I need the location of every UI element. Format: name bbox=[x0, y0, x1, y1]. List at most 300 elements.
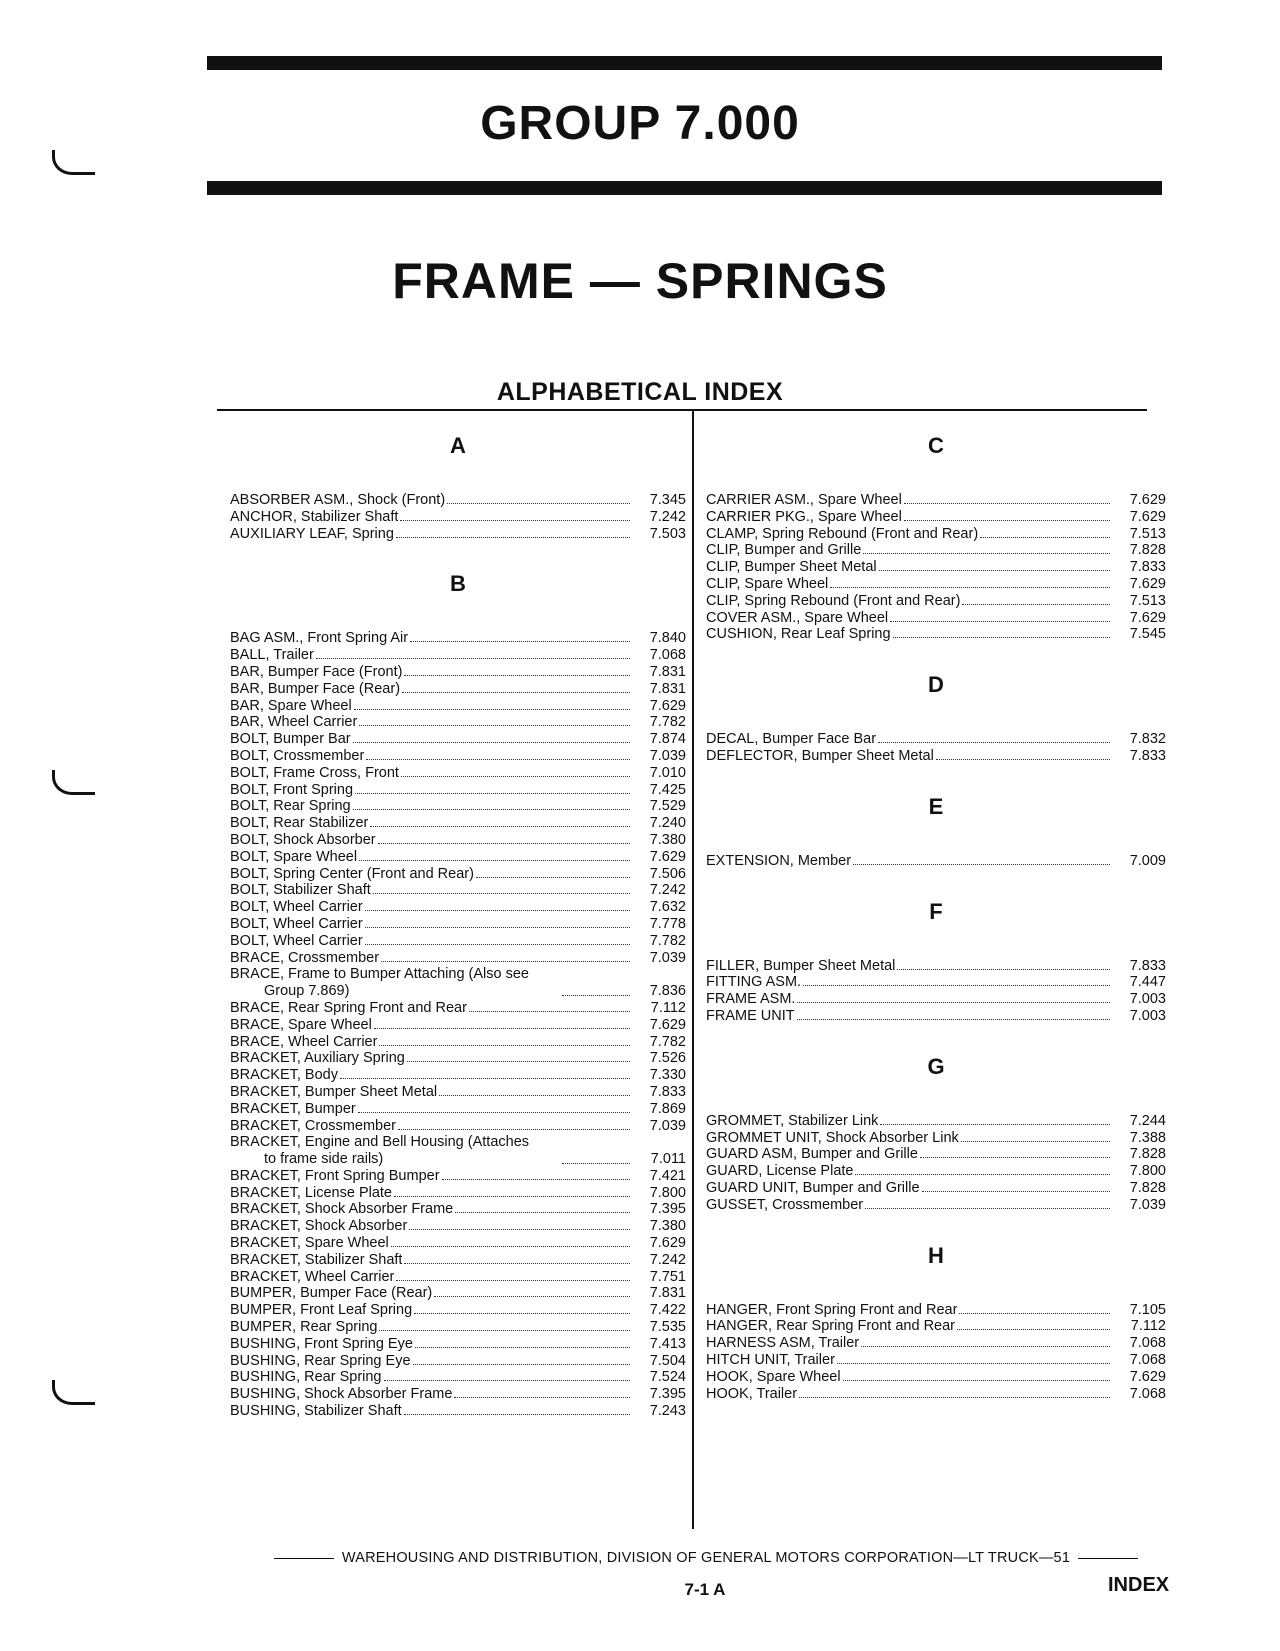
index-entry bbox=[230, 731, 686, 748]
entry-label-line2: to frame side rails) bbox=[264, 1151, 384, 1168]
entry-label: BOLT, Spring Center (Front and Rear) bbox=[230, 865, 474, 882]
entry-group-number: 7.330 bbox=[649, 1067, 686, 1084]
entry-group-number: 7.039 bbox=[649, 949, 686, 966]
entry-label: BOLT, Crossmember bbox=[230, 747, 365, 764]
entry-label: HOOK, Spare Wheel bbox=[706, 1368, 841, 1385]
entry-group-number: 7.778 bbox=[649, 915, 686, 932]
entry-group-number: 7.068 bbox=[649, 647, 686, 664]
leader-dots bbox=[378, 843, 630, 844]
binder-hole-mark bbox=[52, 150, 95, 175]
entry-group-number: 7.068 bbox=[1129, 1385, 1166, 1402]
entry-group-number: 7.545 bbox=[1129, 626, 1166, 643]
column-divider bbox=[692, 411, 694, 1529]
index-entry bbox=[230, 1285, 686, 1302]
entry-label: BRACE, Wheel Carrier bbox=[230, 1033, 378, 1050]
leader-dots bbox=[394, 1196, 630, 1197]
leader-dots bbox=[439, 1095, 630, 1096]
entry-label: BOLT, Spare Wheel bbox=[230, 848, 358, 865]
entry-group-number: 7.629 bbox=[649, 697, 686, 714]
leader-dots bbox=[409, 1229, 630, 1230]
index-entry bbox=[230, 748, 686, 765]
leader-dots bbox=[803, 985, 1110, 986]
entry-label: BUMPER, Front Leaf Spring bbox=[230, 1302, 413, 1319]
leader-dots bbox=[476, 877, 630, 878]
leader-dots bbox=[562, 995, 630, 996]
entry-label: BRACKET, Spare Wheel bbox=[230, 1235, 389, 1252]
index-entry bbox=[230, 1017, 686, 1034]
index-column-right bbox=[706, 432, 1166, 1430]
entry-group-number: 7.629 bbox=[649, 1016, 686, 1033]
index-entry bbox=[706, 1008, 1166, 1025]
index-entry bbox=[230, 1201, 686, 1218]
index-entry bbox=[706, 542, 1166, 559]
leader-dots bbox=[562, 1163, 630, 1164]
entry-label: FRAME UNIT bbox=[706, 1007, 795, 1024]
index-entry bbox=[230, 782, 686, 799]
index-entry bbox=[706, 1146, 1166, 1163]
leader-dots bbox=[398, 1129, 630, 1130]
entry-label: BAR, Spare Wheel bbox=[230, 697, 352, 714]
leader-dots bbox=[379, 1330, 630, 1331]
entry-group-number: 7.629 bbox=[1129, 508, 1166, 525]
entry-label: CLIP, Spare Wheel bbox=[706, 575, 829, 592]
entry-label: BRACKET, Stabilizer Shaft bbox=[230, 1251, 403, 1268]
index-entry bbox=[706, 559, 1166, 576]
entry-group-number: 7.425 bbox=[649, 781, 686, 798]
section-letter: F bbox=[929, 898, 943, 924]
index-entry bbox=[706, 593, 1166, 610]
entry-group-number: 7.009 bbox=[1129, 852, 1166, 869]
leader-dots bbox=[879, 570, 1110, 571]
entry-label-line1: BRACE, Frame to Bumper Attaching (Also see bbox=[230, 966, 529, 983]
index-rule bbox=[217, 409, 1147, 411]
leader-dots bbox=[353, 742, 630, 743]
leader-dots bbox=[865, 1208, 1110, 1209]
entry-group-number: 7.833 bbox=[1129, 559, 1166, 576]
entry-label: BUMPER, Bumper Face (Rear) bbox=[230, 1285, 433, 1302]
entry-group-number: 7.828 bbox=[1129, 542, 1166, 559]
section-letter: D bbox=[928, 672, 944, 698]
entry-group-number: 7.831 bbox=[649, 663, 686, 680]
index-entry bbox=[230, 492, 686, 509]
entry-group-number: 7.782 bbox=[649, 1033, 686, 1050]
index-entry bbox=[230, 1067, 686, 1084]
index-section bbox=[230, 432, 686, 542]
entry-group-number: 7.833 bbox=[1129, 747, 1166, 764]
leader-dots bbox=[402, 692, 630, 693]
index-entry bbox=[706, 1352, 1166, 1369]
index-section bbox=[706, 793, 1166, 870]
leader-dots bbox=[980, 537, 1110, 538]
leader-dots bbox=[404, 675, 630, 676]
entry-group-number: 7.003 bbox=[1129, 991, 1166, 1008]
entry-group-number: 7.831 bbox=[649, 1285, 686, 1302]
index-entry bbox=[230, 899, 686, 916]
leader-dots bbox=[861, 1346, 1110, 1347]
group-title: GROUP 7.000 bbox=[480, 97, 800, 150]
footer bbox=[246, 1550, 1166, 1566]
entry-label: CARRIER ASM., Spare Wheel bbox=[706, 492, 902, 508]
leader-dots bbox=[366, 759, 630, 760]
entry-group-number: 7.003 bbox=[1129, 1007, 1166, 1024]
leader-dots bbox=[853, 864, 1110, 865]
entry-group-number: 7.629 bbox=[1129, 609, 1166, 626]
index-entry bbox=[230, 1319, 686, 1336]
index-section bbox=[706, 432, 1166, 643]
index-entry bbox=[230, 866, 686, 883]
index-entry bbox=[706, 731, 1166, 748]
leader-dots bbox=[354, 709, 630, 710]
leader-dots bbox=[316, 658, 630, 659]
leader-dots bbox=[379, 1045, 630, 1046]
entry-group-number: 7.039 bbox=[649, 747, 686, 764]
leader-dots bbox=[365, 910, 630, 911]
index-entry bbox=[230, 832, 686, 849]
entry-group-number: 7.112 bbox=[1130, 1318, 1166, 1335]
index-entry bbox=[706, 1197, 1166, 1214]
entry-group-number: 7.629 bbox=[1129, 575, 1166, 592]
entry-group-number: 7.629 bbox=[1129, 1368, 1166, 1385]
index-entry bbox=[706, 853, 1166, 870]
index-entry bbox=[230, 1336, 686, 1353]
index-entry bbox=[230, 1000, 686, 1017]
index-entry bbox=[706, 991, 1166, 1008]
index-entry bbox=[230, 698, 686, 715]
index-entry bbox=[230, 916, 686, 933]
entry-group-number: 7.242 bbox=[649, 882, 686, 899]
footer-text: WAREHOUSING AND DISTRIBUTION, DIVISION OF GENERAL MOTORS CORPORATION—LT TRUCK—51 bbox=[341, 1550, 1071, 1566]
entry-group-number: 7.380 bbox=[649, 1218, 686, 1235]
entry-group-number: 7.447 bbox=[1129, 974, 1166, 991]
index-tag: INDEX bbox=[1108, 1574, 1170, 1596]
entry-label: CARRIER PKG., Spare Wheel bbox=[706, 508, 902, 525]
entry-label: BRACKET, Shock Absorber Frame bbox=[230, 1201, 454, 1218]
index-entry bbox=[706, 1302, 1166, 1319]
entry-group-number: 7.240 bbox=[649, 815, 686, 832]
footer-dash-left bbox=[274, 1558, 334, 1559]
top-heavy-rule bbox=[207, 56, 1162, 70]
leader-dots bbox=[447, 503, 630, 504]
entry-label: BRACKET, Bumper bbox=[230, 1100, 356, 1117]
leader-dots bbox=[359, 725, 630, 726]
entry-label: AUXILIARY LEAF, Spring bbox=[230, 525, 394, 542]
entry-label-line2: Group 7.869) bbox=[264, 983, 350, 1000]
section-letter: E bbox=[928, 793, 944, 819]
entry-label: BOLT, Wheel Carrier bbox=[230, 915, 363, 932]
entry-group-number: 7.840 bbox=[649, 630, 686, 647]
entry-label: BOLT, Rear Spring bbox=[230, 798, 351, 815]
leader-dots bbox=[384, 1380, 631, 1381]
leader-dots bbox=[365, 927, 630, 928]
leader-dots bbox=[355, 793, 630, 794]
index-entry bbox=[230, 933, 686, 950]
leader-dots bbox=[830, 587, 1110, 588]
index-section bbox=[706, 671, 1166, 765]
leader-dots bbox=[381, 961, 630, 962]
entry-group-number: 7.629 bbox=[649, 848, 686, 865]
entry-label: BRACKET, Shock Absorber bbox=[230, 1218, 408, 1235]
entry-group-number: 7.242 bbox=[649, 508, 686, 525]
leader-dots bbox=[962, 604, 1110, 605]
entry-label: GUARD UNIT, Bumper and Grille bbox=[706, 1179, 920, 1196]
entry-label: BRACE, Rear Spring Front and Rear bbox=[230, 999, 467, 1016]
leader-dots bbox=[353, 809, 630, 810]
index-entry bbox=[706, 974, 1166, 991]
entry-group-number: 7.831 bbox=[649, 680, 686, 697]
entry-group-number: 7.388 bbox=[1129, 1129, 1166, 1146]
leader-dots bbox=[413, 1364, 630, 1365]
index-entry bbox=[230, 1168, 686, 1185]
entry-label: HITCH UNIT, Trailer bbox=[706, 1351, 835, 1368]
section-letter: B bbox=[450, 571, 466, 597]
entry-group-number: 7.629 bbox=[649, 1235, 686, 1252]
leader-dots bbox=[442, 1179, 630, 1180]
entry-label: ANCHOR, Stabilizer Shaft bbox=[230, 508, 399, 525]
leader-dots bbox=[959, 1313, 1110, 1314]
entry-group-number: 7.068 bbox=[1129, 1351, 1166, 1368]
entry-group-number: 7.395 bbox=[649, 1386, 686, 1403]
index-entry bbox=[230, 849, 686, 866]
index-column-left bbox=[230, 432, 686, 1448]
index-entry bbox=[706, 1163, 1166, 1180]
entry-label: GUARD, License Plate bbox=[706, 1163, 854, 1180]
entry-group-number: 7.874 bbox=[649, 731, 686, 748]
leader-dots bbox=[904, 503, 1110, 504]
entry-label-line1: BRACKET, Engine and Bell Housing (Attaches bbox=[230, 1134, 530, 1151]
entry-label: DECAL, Bumper Face Bar bbox=[706, 731, 877, 748]
index-entry bbox=[230, 1252, 686, 1269]
index-entry bbox=[230, 681, 686, 698]
entry-group-number: 7.836 bbox=[649, 983, 686, 1000]
entry-label: HANGER, Rear Spring Front and Rear bbox=[706, 1318, 956, 1335]
leader-dots bbox=[434, 1296, 630, 1297]
entry-label: ABSORBER ASM., Shock (Front) bbox=[230, 492, 446, 508]
index-entry bbox=[706, 1386, 1166, 1403]
entry-label: BAR, Wheel Carrier bbox=[230, 714, 358, 731]
leader-dots bbox=[961, 1141, 1110, 1142]
entry-label: BAG ASM., Front Spring Air bbox=[230, 630, 409, 647]
entry-group-number: 7.529 bbox=[649, 798, 686, 815]
index-entry bbox=[230, 509, 686, 526]
entry-group-number: 7.011 bbox=[650, 1151, 686, 1168]
entry-label: BOLT, Front Spring bbox=[230, 781, 354, 798]
entry-label: BOLT, Bumper Bar bbox=[230, 731, 351, 748]
entry-group-number: 7.506 bbox=[649, 865, 686, 882]
leader-dots bbox=[401, 776, 630, 777]
index-entry bbox=[230, 1185, 686, 1202]
entry-label: EXTENSION, Member bbox=[706, 852, 852, 869]
entry-group-number: 7.244 bbox=[1129, 1112, 1166, 1129]
leader-dots bbox=[855, 1174, 1110, 1175]
entry-label bbox=[230, 966, 560, 1000]
index-entry bbox=[230, 664, 686, 681]
leader-dots bbox=[920, 1157, 1110, 1158]
index-entry bbox=[230, 1134, 686, 1168]
leader-dots bbox=[843, 1380, 1110, 1381]
entry-label: BUSHING, Front Spring Eye bbox=[230, 1335, 413, 1352]
entry-label: GROMMET, Stabilizer Link bbox=[706, 1112, 879, 1129]
entry-label: BRACKET, Body bbox=[230, 1067, 338, 1084]
index-entry bbox=[230, 1084, 686, 1101]
leader-dots bbox=[404, 1263, 630, 1264]
leader-dots bbox=[391, 1246, 630, 1247]
index-entry bbox=[706, 492, 1166, 509]
entry-label: BRACKET, Wheel Carrier bbox=[230, 1268, 395, 1285]
entry-group-number: 7.422 bbox=[649, 1302, 686, 1319]
leader-dots bbox=[890, 621, 1110, 622]
index-entry bbox=[230, 714, 686, 731]
leader-dots bbox=[407, 1061, 630, 1062]
index-entry bbox=[230, 1050, 686, 1067]
leader-dots bbox=[396, 537, 630, 538]
index-entry bbox=[706, 958, 1166, 975]
index-entry bbox=[230, 815, 686, 832]
leader-dots bbox=[454, 1397, 630, 1398]
entry-label: GUARD ASM, Bumper and Grille bbox=[706, 1146, 918, 1163]
entry-label: BUSHING, Shock Absorber Frame bbox=[230, 1386, 453, 1403]
index-entry bbox=[706, 509, 1166, 526]
index-entry bbox=[230, 630, 686, 647]
index-entry bbox=[230, 1218, 686, 1235]
entry-group-number: 7.413 bbox=[649, 1335, 686, 1352]
entry-group-number: 7.535 bbox=[649, 1319, 686, 1336]
section-letter: C bbox=[928, 433, 944, 458]
entry-group-number: 7.068 bbox=[1129, 1335, 1166, 1352]
entry-group-number: 7.421 bbox=[649, 1167, 686, 1184]
entry-label: COVER ASM., Spare Wheel bbox=[706, 609, 889, 626]
leader-dots bbox=[897, 969, 1110, 970]
index-entry bbox=[230, 1034, 686, 1051]
index-entry bbox=[230, 1269, 686, 1286]
entry-group-number: 7.833 bbox=[1129, 957, 1166, 974]
leader-dots bbox=[469, 1011, 630, 1012]
index-entry bbox=[230, 966, 686, 1000]
entry-label: BALL, Trailer bbox=[230, 647, 314, 664]
entry-label: HOOK, Trailer bbox=[706, 1385, 798, 1402]
entry-label: BRACKET, Crossmember bbox=[230, 1117, 396, 1134]
entry-group-number: 7.395 bbox=[649, 1201, 686, 1218]
entry-label: DEFLECTOR, Bumper Sheet Metal bbox=[706, 747, 934, 764]
index-entry bbox=[230, 765, 686, 782]
leader-dots bbox=[893, 637, 1110, 638]
leader-dots bbox=[365, 944, 630, 945]
entry-group-number: 7.105 bbox=[1129, 1301, 1166, 1318]
entry-label: BRACE, Crossmember bbox=[230, 949, 380, 966]
entry-label: HANGER, Front Spring Front and Rear bbox=[706, 1301, 958, 1318]
leader-dots bbox=[373, 893, 630, 894]
leader-dots bbox=[799, 1397, 1110, 1398]
entry-label: BRACE, Spare Wheel bbox=[230, 1016, 372, 1033]
index-section bbox=[706, 1242, 1166, 1403]
entry-group-number: 7.800 bbox=[1129, 1163, 1166, 1180]
leader-dots bbox=[404, 1414, 630, 1415]
leader-dots bbox=[415, 1347, 630, 1348]
entry-group-number: 7.869 bbox=[649, 1100, 686, 1117]
entry-group-number: 7.380 bbox=[649, 831, 686, 848]
entry-label: HARNESS ASM, Trailer bbox=[706, 1335, 860, 1352]
index-entry bbox=[706, 576, 1166, 593]
binder-hole-mark bbox=[52, 1380, 95, 1405]
entry-group-number: 7.782 bbox=[649, 714, 686, 731]
section-letter: G bbox=[927, 1053, 945, 1079]
entry-label: BOLT, Shock Absorber bbox=[230, 831, 376, 848]
index-entry bbox=[230, 1369, 686, 1386]
index-entry bbox=[706, 1130, 1166, 1147]
leader-dots bbox=[797, 1002, 1110, 1003]
index-entry bbox=[706, 1113, 1166, 1130]
entry-group-number: 7.112 bbox=[650, 999, 686, 1016]
leader-dots bbox=[922, 1191, 1110, 1192]
leader-dots bbox=[359, 860, 630, 861]
index-entry bbox=[706, 610, 1166, 627]
entry-group-number: 7.513 bbox=[1129, 592, 1166, 609]
index-entry bbox=[230, 1302, 686, 1319]
index-entry bbox=[230, 1235, 686, 1252]
leader-dots bbox=[904, 520, 1110, 521]
index-entry bbox=[706, 748, 1166, 765]
index-entry bbox=[706, 1180, 1166, 1197]
index-entry bbox=[230, 526, 686, 543]
entry-label: BUSHING, Rear Spring Eye bbox=[230, 1352, 411, 1369]
leader-dots bbox=[837, 1363, 1110, 1364]
entry-label: BOLT, Wheel Carrier bbox=[230, 932, 363, 949]
index-entry bbox=[230, 798, 686, 815]
index-entry bbox=[706, 1369, 1166, 1386]
leader-dots bbox=[340, 1078, 630, 1079]
entry-group-number: 7.039 bbox=[649, 1117, 686, 1134]
entry-label: BOLT, Frame Cross, Front bbox=[230, 764, 399, 781]
entry-label: BOLT, Rear Stabilizer bbox=[230, 815, 369, 832]
binder-hole-mark bbox=[52, 770, 95, 795]
index-entry bbox=[230, 1386, 686, 1403]
entry-label bbox=[230, 1134, 560, 1168]
entry-label: CLIP, Spring Rebound (Front and Rear) bbox=[706, 592, 961, 609]
index-section bbox=[706, 1053, 1166, 1214]
index-entry bbox=[230, 647, 686, 664]
leader-dots bbox=[358, 1112, 630, 1113]
leader-dots bbox=[396, 1280, 630, 1281]
entry-group-number: 7.832 bbox=[1129, 731, 1166, 748]
index-entry bbox=[230, 1101, 686, 1118]
leader-dots bbox=[400, 520, 630, 521]
entry-group-number: 7.632 bbox=[649, 899, 686, 916]
entry-label: GROMMET UNIT, Shock Absorber Link bbox=[706, 1129, 959, 1146]
entry-group-number: 7.513 bbox=[1129, 525, 1166, 542]
entry-label: CLAMP, Spring Rebound (Front and Rear) bbox=[706, 525, 979, 542]
index-section bbox=[230, 570, 686, 1419]
entry-label: BOLT, Wheel Carrier bbox=[230, 899, 363, 916]
leader-dots bbox=[455, 1212, 630, 1213]
entry-group-number: 7.800 bbox=[649, 1184, 686, 1201]
leader-dots bbox=[370, 826, 630, 827]
section-letter: A bbox=[450, 433, 466, 458]
entry-group-number: 7.345 bbox=[649, 492, 686, 508]
entry-label: CLIP, Bumper and Grille bbox=[706, 542, 862, 559]
entry-group-number: 7.526 bbox=[649, 1050, 686, 1067]
index-entry bbox=[706, 1335, 1166, 1352]
entry-group-number: 7.243 bbox=[649, 1403, 686, 1420]
leader-dots bbox=[374, 1028, 630, 1029]
index-entry bbox=[230, 1353, 686, 1370]
leader-dots bbox=[410, 641, 630, 642]
entry-label: CLIP, Bumper Sheet Metal bbox=[706, 559, 877, 576]
entry-group-number: 7.010 bbox=[649, 764, 686, 781]
entry-label: BRACKET, Bumper Sheet Metal bbox=[230, 1083, 438, 1100]
entry-group-number: 7.828 bbox=[1129, 1179, 1166, 1196]
leader-dots bbox=[797, 1019, 1110, 1020]
index-entry bbox=[706, 526, 1166, 543]
index-entry bbox=[230, 1118, 686, 1135]
